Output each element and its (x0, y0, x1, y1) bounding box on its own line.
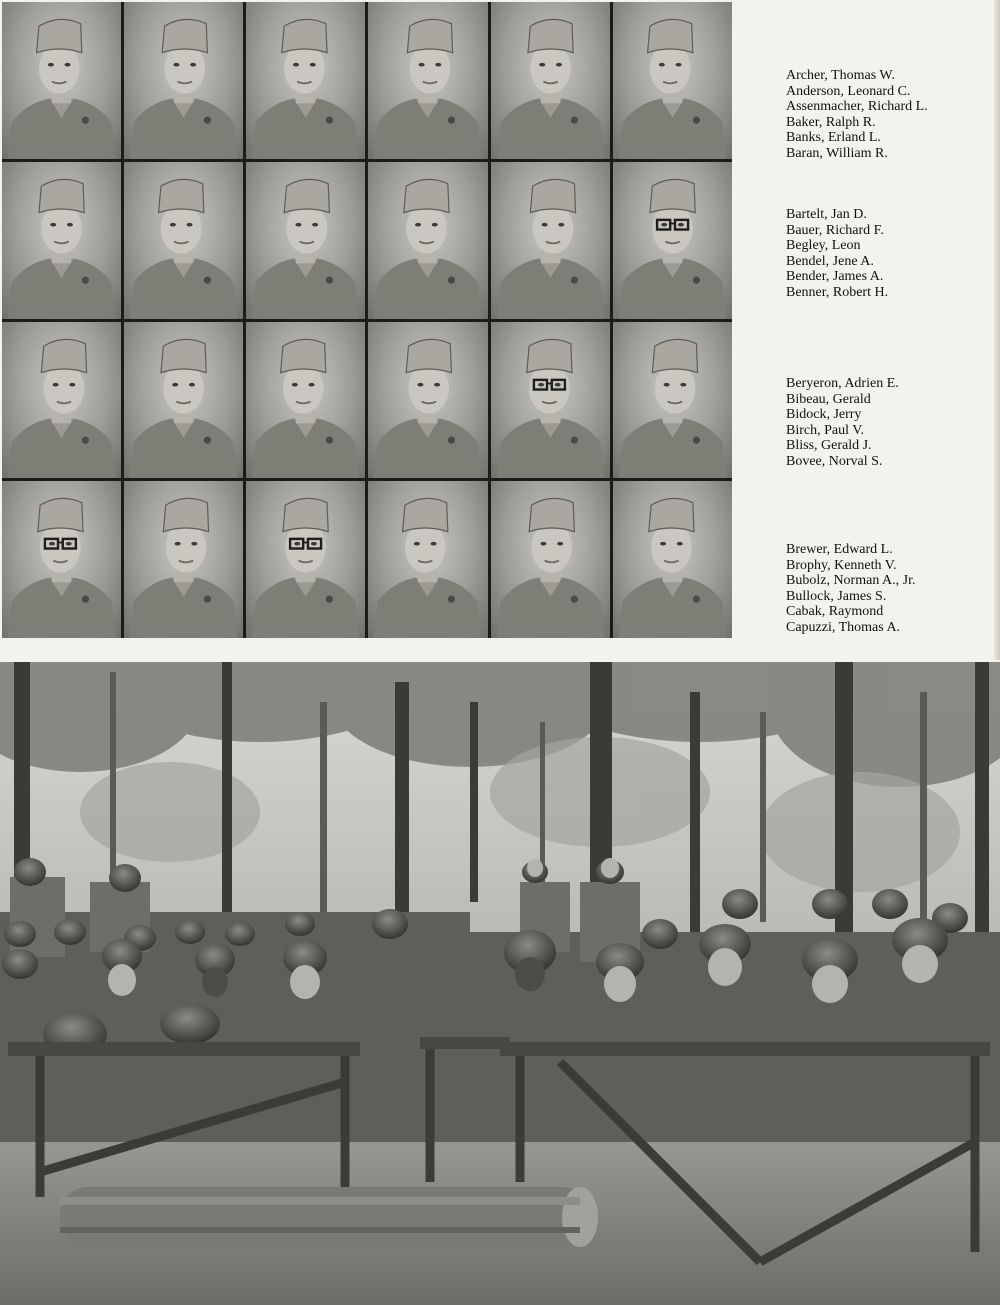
name-entry: Archer, Thomas W. (786, 68, 895, 83)
name-list-row-4 (786, 542, 991, 635)
soldier-portrait (124, 162, 243, 319)
name-entry: Cabak, Raymond (786, 604, 884, 619)
portrait-icon (2, 322, 121, 479)
portrait-icon (613, 322, 732, 479)
portrait-icon (613, 162, 732, 319)
name-entry: Brophy, Kenneth V. (786, 557, 897, 573)
name-entry: Bender, James A. (786, 269, 884, 284)
portrait-icon (124, 481, 243, 638)
portrait-icon (2, 162, 121, 319)
name-list-row-3 (786, 376, 991, 469)
name-entry: Bullock, James S. (786, 588, 887, 604)
soldier-portrait (246, 322, 365, 479)
name-entry: Bidock, Jerry (786, 407, 862, 422)
page-edge (994, 0, 1000, 660)
soldier-portrait (613, 481, 732, 638)
soldier-portrait (368, 322, 487, 479)
name-list-row-2 (786, 207, 991, 300)
name-entry: Capuzzi, Thomas A. (786, 619, 901, 635)
name-entry: Baran, William R. (786, 145, 888, 161)
name-entry: Bibeau, Gerald (786, 391, 871, 407)
name-entry: Begley, Leon (786, 238, 861, 253)
soldier-portrait (613, 322, 732, 479)
name-entry: Benner, Robert H. (786, 284, 889, 300)
portrait-icon (124, 322, 243, 479)
portrait-icon (124, 2, 243, 159)
soldier-portrait (246, 481, 365, 638)
portrait-icon (491, 2, 610, 159)
portrait-icon (246, 162, 365, 319)
portrait-icon (491, 162, 610, 319)
name-entry: Brewer, Edward L. (786, 542, 893, 557)
soldier-portrait (124, 2, 243, 159)
portrait-icon (368, 2, 487, 159)
soldier-portrait (491, 322, 610, 479)
name-list-row-1 (786, 68, 991, 161)
name-entry: Assenmacher, Richard L. (786, 99, 928, 114)
portrait-icon (246, 2, 365, 159)
soldier-portrait (2, 2, 121, 159)
name-entry: Bauer, Richard F. (786, 222, 884, 238)
soldier-portrait (491, 2, 610, 159)
portrait-icon (2, 2, 121, 159)
soldier-portrait (613, 162, 732, 319)
soldier-portrait (124, 322, 243, 479)
portrait-icon (491, 481, 610, 638)
soldier-portrait (491, 162, 610, 319)
soldier-portrait (246, 162, 365, 319)
portrait-grid (2, 2, 732, 638)
portrait-icon (246, 322, 365, 479)
name-entry: Beryeron, Adrien E. (786, 376, 899, 391)
soldier-portrait (246, 2, 365, 159)
portrait-icon (246, 481, 365, 638)
portrait-icon (368, 322, 487, 479)
portrait-icon (613, 481, 732, 638)
soldier-portrait (368, 2, 487, 159)
portrait-icon (368, 481, 487, 638)
outdoor-classroom-photo (0, 662, 1000, 1305)
portrait-icon (124, 162, 243, 319)
portrait-icon (2, 481, 121, 638)
name-entry: Birch, Paul V. (786, 422, 865, 438)
soldier-portrait (2, 481, 121, 638)
soldier-portrait (368, 481, 487, 638)
portrait-icon (368, 162, 487, 319)
photo-illustration (0, 662, 1000, 1305)
soldier-portrait (2, 322, 121, 479)
name-entry: Bartelt, Jan D. (786, 207, 867, 222)
name-entry: Bubolz, Norman A., Jr. (786, 573, 916, 588)
soldier-portrait (613, 2, 732, 159)
soldier-portrait (124, 481, 243, 638)
name-entry: Baker, Ralph R. (786, 114, 876, 130)
name-entry: Bliss, Gerald J. (786, 438, 872, 453)
portrait-icon (613, 2, 732, 159)
soldier-portrait (491, 481, 610, 638)
name-entry: Bendel, Jene A. (786, 253, 874, 269)
soldier-portrait (2, 162, 121, 319)
name-entry: Banks, Erland L. (786, 130, 881, 145)
portrait-icon (491, 322, 610, 479)
name-entry: Anderson, Leonard C. (786, 83, 911, 99)
soldier-portrait (368, 162, 487, 319)
name-entry: Bovee, Norval S. (786, 453, 883, 469)
